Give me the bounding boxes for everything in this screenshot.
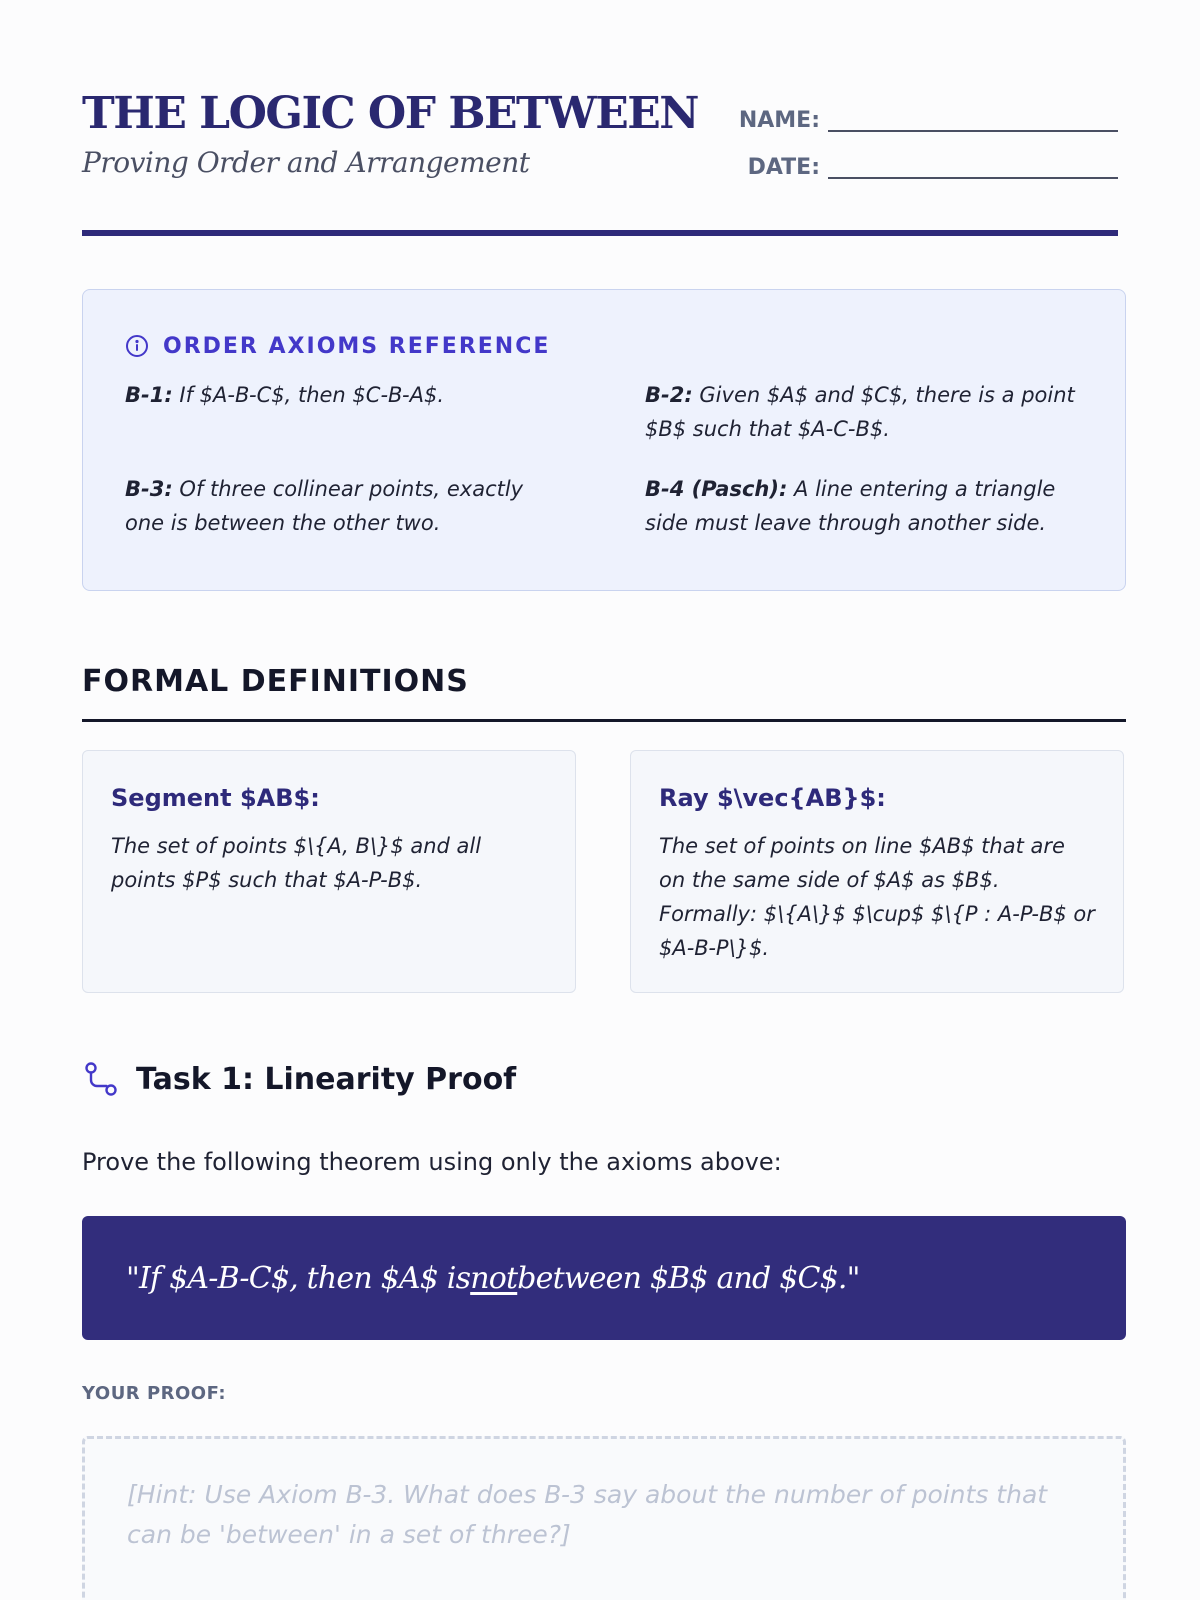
section-divider xyxy=(82,719,1126,722)
definition-body: The set of points on line $AB$ that are on the same side of $A$ as $B$. Formally: $\{A\}$ $\cup$ $\{P : A-P-B$ or $A-B-P\}$. xyxy=(659,834,1095,960)
segment-definition-card xyxy=(82,750,576,993)
axioms-reference-box xyxy=(82,289,1126,591)
worksheet-header xyxy=(82,0,1118,236)
reference-title: ORDER AXIOMS REFERENCE xyxy=(163,333,551,359)
page-title: THE LOGIC OF BETWEEN xyxy=(82,88,698,139)
reference-header xyxy=(125,330,1083,362)
theorem-emphasis: not xyxy=(470,1260,518,1296)
axiom-label: B-4 (Pasch): xyxy=(645,477,788,501)
date-label: DATE: xyxy=(747,155,820,180)
definition-title: Ray $\vec{AB}$: xyxy=(659,784,886,812)
theorem-text-end: between $B$ and $C$." xyxy=(517,1260,860,1296)
axiom-text: A line entering a triangle side must leave through another side. xyxy=(645,477,1056,535)
proof-answer-area[interactable] xyxy=(82,1436,1126,1600)
axiom-b2 xyxy=(645,378,1085,446)
axiom-text: Of three collinear points, exactly one is between the other two. xyxy=(125,477,524,535)
theorem-statement xyxy=(82,1216,1126,1340)
page-subtitle: Proving Order and Arrangement xyxy=(82,146,530,179)
axiom-b1 xyxy=(125,378,565,412)
ray-definition-card xyxy=(630,750,1124,993)
axiom-label: B-1: xyxy=(125,383,173,407)
task-header xyxy=(82,1060,516,1098)
date-line[interactable] xyxy=(828,157,1118,179)
axiom-b3 xyxy=(125,472,565,540)
axiom-label: B-3: xyxy=(125,477,173,501)
definition-title: Segment $AB$: xyxy=(111,784,320,812)
name-field[interactable] xyxy=(739,110,1118,132)
proof-hint: [Hint: Use Axiom B-3. What does B-3 say about the number of points that can be 'between' in a set of three?] xyxy=(127,1480,1048,1549)
route-icon xyxy=(82,1060,120,1098)
axiom-b4 xyxy=(645,472,1085,540)
date-field[interactable] xyxy=(748,157,1118,179)
axiom-label: B-2: xyxy=(645,383,693,407)
definition-body: The set of points $\{A, B\}$ and all points $P$ such that $A-P-B$. xyxy=(111,834,482,892)
name-label: NAME: xyxy=(738,108,820,133)
task-instructions: Prove the following theorem using only the axioms above: xyxy=(82,1148,782,1176)
task-title: Task 1: Linearity Proof xyxy=(136,1061,517,1097)
axiom-text: Given $A$ and $C$, there is a point $B$ such that $A-C-B$. xyxy=(645,383,1075,441)
name-line[interactable] xyxy=(828,110,1118,132)
theorem-text-start: "If $A-B-C$, then $A$ is xyxy=(126,1260,471,1296)
definitions-heading: FORMAL DEFINITIONS xyxy=(82,664,469,699)
axiom-text: If $A-B-C$, then $C-B-A$. xyxy=(172,383,445,407)
info-icon xyxy=(125,334,149,358)
proof-label: YOUR PROOF: xyxy=(82,1383,227,1404)
